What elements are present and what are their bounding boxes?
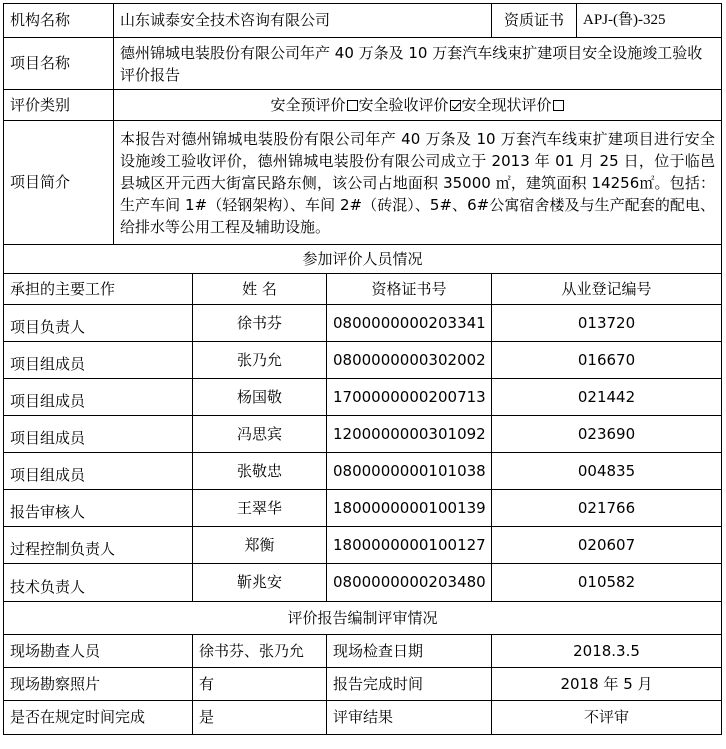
review-label: 现场勘查人员 xyxy=(4,635,193,668)
eval-type-label: 评价类别 xyxy=(4,90,114,121)
name-cell: 张敬忠 xyxy=(193,453,327,490)
role-cell: 项目组成员 xyxy=(4,342,193,379)
org-label: 机构名称 xyxy=(4,4,114,38)
cert-cell: 0800000000203480 xyxy=(327,564,492,602)
name-cell: 郑衡 xyxy=(193,527,327,564)
col-reg-header: 从业登记编号 xyxy=(492,274,722,305)
role-cell: 项目负责人 xyxy=(4,305,193,342)
option-acceptance-eval xyxy=(359,96,462,114)
checkbox-unchecked-icon xyxy=(553,100,564,111)
reg-cell: 021766 xyxy=(492,490,722,527)
cert-cell: 0800000000203341 xyxy=(327,305,492,342)
name-cell: 张乃允 xyxy=(193,342,327,379)
review-value: 2018 年 5 月 xyxy=(492,668,722,701)
role-cell: 报告审核人 xyxy=(4,490,193,527)
reg-cell: 013720 xyxy=(492,305,722,342)
name-cell: 徐书芬 xyxy=(193,305,327,342)
review-row xyxy=(4,701,722,735)
review-value: 徐书芬、张乃允 xyxy=(193,635,327,668)
cert-cell: 1800000000100127 xyxy=(327,527,492,564)
col-name-header: 姓 名 xyxy=(193,274,327,305)
table-row xyxy=(4,564,722,602)
reg-cell: 023690 xyxy=(492,416,722,453)
review-value: 是 xyxy=(193,701,327,735)
cert-label: 资质证书 xyxy=(492,4,577,38)
review-label: 是否在规定时间完成 xyxy=(4,701,193,735)
review-value: 2018.3.5 xyxy=(492,635,722,668)
role-cell: 项目组成员 xyxy=(4,379,193,416)
personnel-section-title: 参加评价人员情况 xyxy=(4,245,722,274)
report-form xyxy=(3,3,721,735)
cert-cell: 1200000000301092 xyxy=(327,416,492,453)
role-cell: 项目组成员 xyxy=(4,416,193,453)
reg-cell: 004835 xyxy=(492,453,722,490)
reg-cell: 020607 xyxy=(492,527,722,564)
name-cell: 王翠华 xyxy=(193,490,327,527)
review-value: 有 xyxy=(193,668,327,701)
table-row xyxy=(4,305,722,342)
personnel-section-row xyxy=(4,245,722,274)
intro-text: 本报告对德州锦城电装股份有限公司年产 40 万条及 10 万套汽车线束扩建项目进行安全设施竣工验收评价，德州锦城电装股份有限公司成立于 2013 年 01 月 25 日，位于临邑县城区开元西大街富民路东侧，该公司占地面积 35000 ㎡，建筑面积 14256㎡。包括：生产车间 1#（轻钢架构）、车间 2#（砖混）、5#、6#公寓宿舍楼及与生产配套的配电、给排水等公用工程及辅助设施。 xyxy=(114,121,722,245)
col-cert-header: 资格证书号 xyxy=(327,274,492,305)
reg-cell: 010582 xyxy=(492,564,722,602)
review-label: 现场检查日期 xyxy=(327,635,492,668)
checkbox-unchecked-icon xyxy=(347,100,358,111)
review-row xyxy=(4,635,722,668)
table-row xyxy=(4,453,722,490)
review-label: 现场勘察照片 xyxy=(4,668,193,701)
eval-type-row xyxy=(4,90,722,121)
project-name-value: 德州锦城电装股份有限公司年产 40 万条及 10 万套汽车线束扩建项目安全设施竣工验收评价报告 xyxy=(114,38,722,90)
project-name-label: 项目名称 xyxy=(4,38,114,90)
reg-cell: 016670 xyxy=(492,342,722,379)
checkbox-checked-icon xyxy=(450,100,461,111)
cert-cell: 0800000000101038 xyxy=(327,453,492,490)
option-status-eval-label: 安全现状评价 xyxy=(461,95,552,114)
option-pre-eval-label: 安全预评价 xyxy=(270,95,346,114)
org-row xyxy=(4,4,722,38)
cert-cell: 0800000000302002 xyxy=(327,342,492,379)
role-cell: 技术负责人 xyxy=(4,564,193,602)
review-value: 不评审 xyxy=(492,701,722,735)
eval-type-options xyxy=(114,90,722,121)
name-cell: 冯思宾 xyxy=(193,416,327,453)
table-row xyxy=(4,490,722,527)
review-section-row xyxy=(4,602,722,635)
table-row xyxy=(4,379,722,416)
project-name-row xyxy=(4,38,722,90)
review-label: 评审结果 xyxy=(327,701,492,735)
role-cell: 过程控制负责人 xyxy=(4,527,193,564)
option-status-eval xyxy=(462,96,565,114)
col-role-header: 承担的主要工作 xyxy=(4,274,193,305)
table-row xyxy=(4,342,722,379)
cert-cell: 1800000000100139 xyxy=(327,490,492,527)
role-cell: 项目组成员 xyxy=(4,453,193,490)
evaluation-table xyxy=(3,3,722,735)
review-label: 报告完成时间 xyxy=(327,668,492,701)
intro-label: 项目简介 xyxy=(4,121,114,245)
reg-cell: 021442 xyxy=(492,379,722,416)
personnel-header-row xyxy=(4,274,722,305)
name-cell: 靳兆安 xyxy=(193,564,327,602)
review-section-title: 评价报告编制评审情况 xyxy=(4,602,722,635)
table-row xyxy=(4,416,722,453)
cert-value: APJ-(鲁)-325 xyxy=(577,4,722,38)
option-pre-eval xyxy=(270,96,358,114)
intro-row xyxy=(4,121,722,245)
org-value: 山东诚泰安全技术咨询有限公司 xyxy=(114,4,492,38)
option-acceptance-eval-label: 安全验收评价 xyxy=(358,95,449,114)
table-row xyxy=(4,527,722,564)
name-cell: 杨国敬 xyxy=(193,379,327,416)
cert-cell: 1700000000200713 xyxy=(327,379,492,416)
review-row xyxy=(4,668,722,701)
